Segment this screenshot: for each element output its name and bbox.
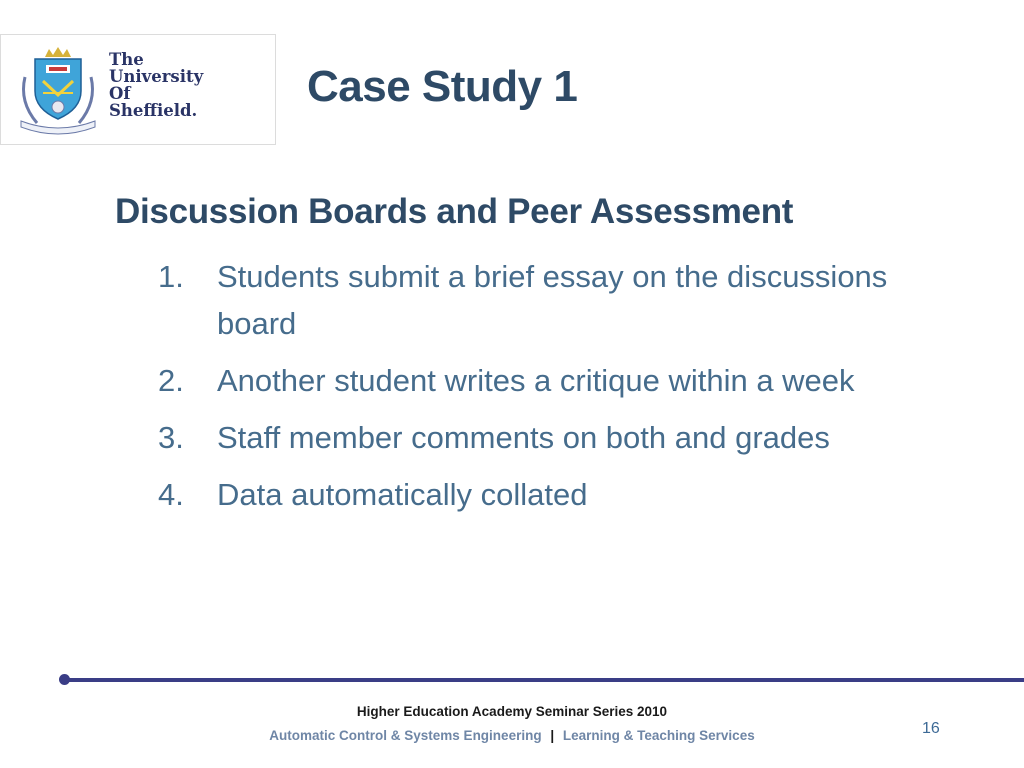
slide-title: Case Study 1: [307, 62, 578, 111]
footer-divider: [64, 678, 1024, 682]
list-item-text: Staff member comments on both and grades: [217, 420, 830, 455]
university-crest-icon: [15, 47, 101, 135]
list-item-text: Another student writes a critique within a week: [217, 363, 855, 398]
list-item-text: Data automatically collated: [217, 477, 588, 512]
university-name-line: University: [109, 67, 204, 86]
list-item-number: 4.: [158, 477, 184, 512]
list-item-number: 1.: [158, 259, 184, 294]
list-item: [158, 414, 898, 461]
list-item: [158, 253, 898, 347]
university-name-line: Sheffield.: [109, 101, 198, 120]
university-name: [109, 51, 203, 119]
list-item-text: Students submit a brief essay on the discussions board: [217, 259, 888, 341]
footer-departments: [0, 728, 1024, 743]
footer-dept-left: Automatic Control & Systems Engineering: [269, 728, 542, 743]
footer-dept-right: Learning & Teaching Services: [562, 728, 755, 743]
footer-separator: |: [550, 728, 555, 743]
list-item: [158, 357, 898, 404]
list-item: [158, 471, 898, 518]
footer-series: Higher Education Academy Seminar Series 2010: [356, 704, 668, 719]
university-name-line: The: [109, 50, 144, 69]
list-item-number: 3.: [158, 420, 184, 455]
university-logo: [0, 34, 276, 145]
slide-subheading: Discussion Boards and Peer Assessment: [115, 192, 794, 231]
page-number: 16: [922, 720, 940, 737]
numbered-list: [158, 253, 898, 528]
university-name-line: Of: [109, 84, 131, 103]
list-item-number: 2.: [158, 363, 184, 398]
